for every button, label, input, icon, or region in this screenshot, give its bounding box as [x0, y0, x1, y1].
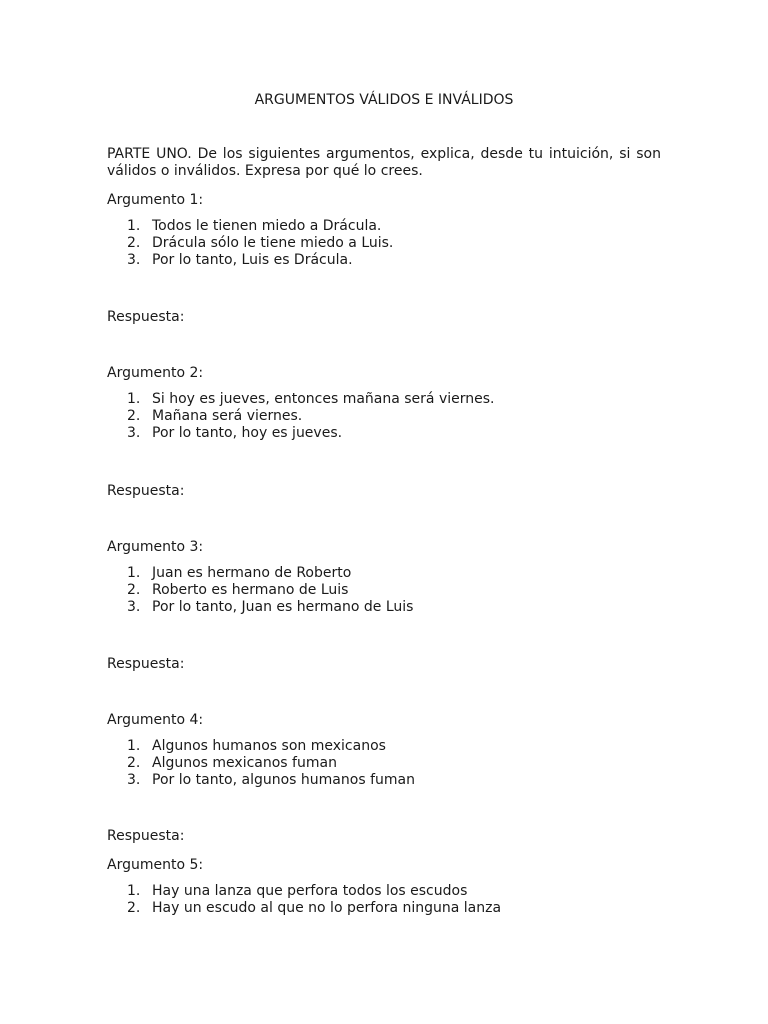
premise-number: 1.: [127, 883, 141, 899]
premise-number: 1.: [127, 565, 141, 581]
premise-text: Por lo tanto, algunos humanos fuman: [152, 772, 415, 788]
answer-label: Respuesta:: [107, 483, 185, 499]
premise-text: Si hoy es jueves, entonces mañana será viernes.: [152, 391, 495, 407]
premise-text: Por lo tanto, Luis es Drácula.: [152, 252, 353, 268]
answer-label: Respuesta:: [107, 656, 185, 672]
premise-list: [107, 883, 661, 917]
premise-item: [107, 772, 661, 789]
argument-2: [107, 364, 661, 442]
premise-list: [107, 565, 661, 616]
premise-text: Hay una lanza que perfora todos los escudos: [152, 883, 468, 899]
premise-number: 2.: [127, 408, 141, 424]
premise-number: 2.: [127, 900, 141, 916]
argument-1: [107, 191, 661, 269]
premise-list: [107, 218, 661, 269]
premise-item: [107, 582, 661, 599]
premise-number: 2.: [127, 582, 141, 598]
premise-number: 1.: [127, 738, 141, 754]
premise-item: [107, 408, 661, 425]
document-title: ARGUMENTOS VÁLIDOS E INVÁLIDOS: [254, 92, 514, 108]
argument-label: Argumento 2:: [107, 365, 204, 381]
premise-item: [107, 883, 661, 900]
premise-number: 3.: [127, 425, 141, 441]
premise-text: Por lo tanto, Juan es hermano de Luis: [152, 599, 414, 615]
premise-item: [107, 900, 661, 917]
premise-number: 2.: [127, 755, 141, 771]
premise-number: 3.: [127, 772, 141, 788]
premise-number: 3.: [127, 599, 141, 615]
argument-label: Argumento 3:: [107, 539, 204, 555]
premise-text: Roberto es hermano de Luis: [152, 582, 349, 598]
premise-list: [107, 738, 661, 789]
premise-number: 3.: [127, 252, 141, 268]
premise-text: Algunos mexicanos fuman: [152, 755, 337, 771]
argument-label: Argumento 4:: [107, 712, 204, 728]
premise-number: 1.: [127, 391, 141, 407]
premise-item: [107, 565, 661, 582]
answer-label: Respuesta:: [107, 828, 185, 844]
premise-text: Mañana será viernes.: [152, 408, 303, 424]
premise-item: [107, 599, 661, 616]
premise-item: [107, 391, 661, 408]
premise-item: [107, 218, 661, 235]
premise-list: [107, 391, 661, 442]
premise-item: [107, 425, 661, 442]
premise-item: [107, 235, 661, 252]
premise-item: [107, 252, 661, 269]
premise-item: [107, 755, 661, 772]
argument-5: [107, 856, 661, 917]
premise-number: 1.: [127, 218, 141, 234]
argument-label: Argumento 5:: [107, 857, 204, 873]
premise-text: Drácula sólo le tiene miedo a Luis.: [152, 235, 394, 251]
argument-4: [107, 711, 661, 789]
argument-label: Argumento 1:: [107, 192, 204, 208]
answer-label: Respuesta:: [107, 309, 185, 325]
intro-paragraph: PARTE UNO. De los siguientes argumentos, explica, desde tu intuición, si son válidos o inválidos. Expresa por qué lo crees.: [107, 146, 661, 179]
argument-3: [107, 538, 661, 616]
premise-text: Algunos humanos son mexicanos: [152, 738, 386, 754]
premise-item: [107, 738, 661, 755]
premise-text: Por lo tanto, hoy es jueves.: [152, 425, 343, 441]
premise-text: Todos le tienen miedo a Drácula.: [152, 218, 382, 234]
premise-number: 2.: [127, 235, 141, 251]
premise-text: Hay un escudo al que no lo perfora ninguna lanza: [152, 900, 502, 916]
premise-text: Juan es hermano de Roberto: [152, 565, 352, 581]
